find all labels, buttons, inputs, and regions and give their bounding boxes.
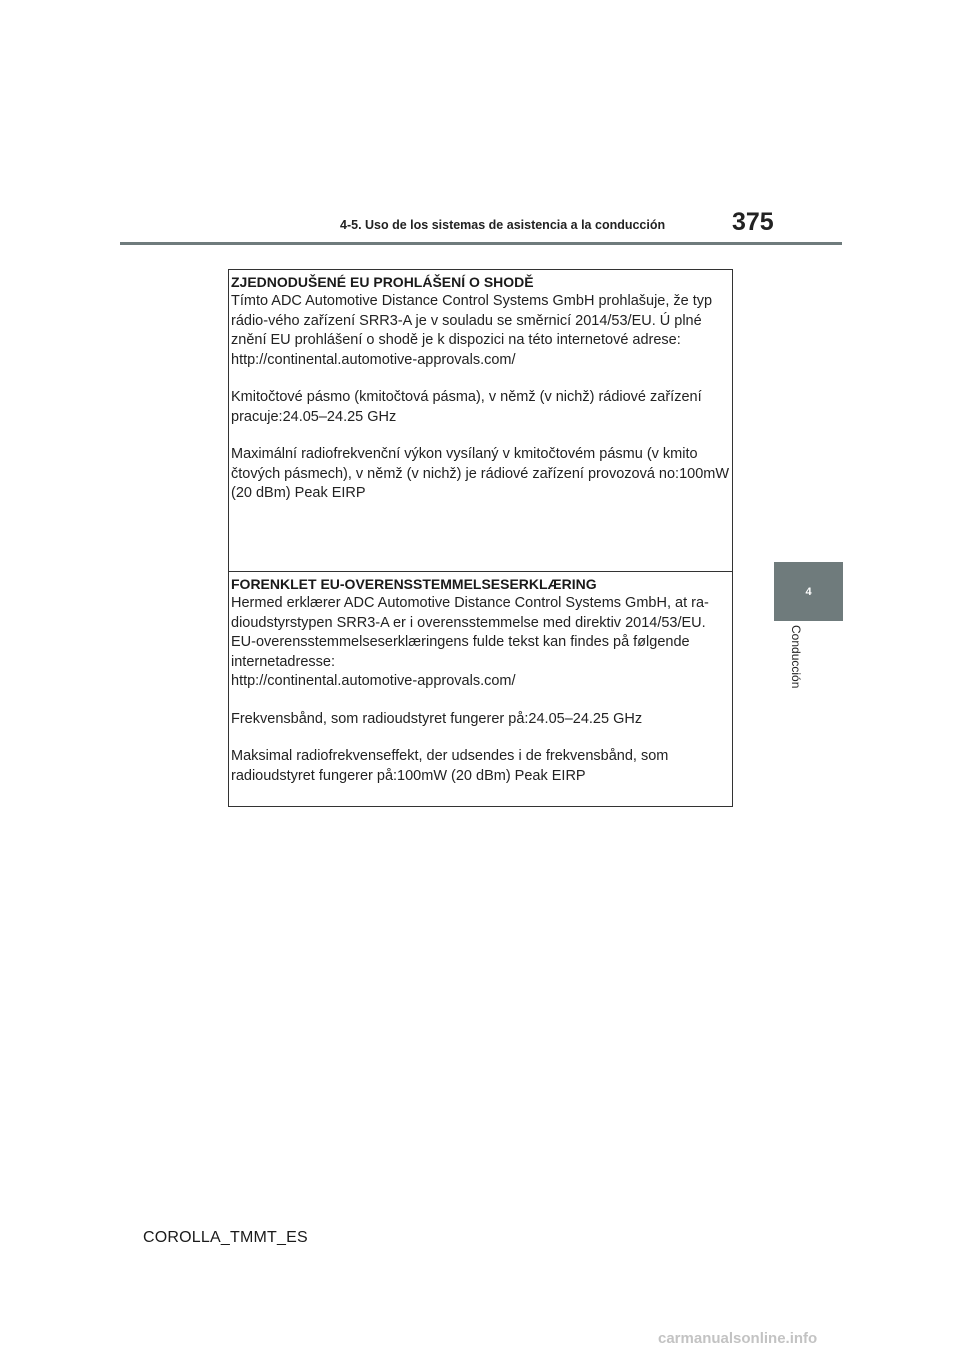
document-code: COROLLA_TMMT_ES <box>143 1229 308 1246</box>
chapter-label: Conducción <box>789 625 803 689</box>
czech-declaration-box <box>228 269 733 572</box>
danish-declaration-box <box>228 572 733 807</box>
section-title: 4-5. Uso de los sistemas de asistencia a la conducción <box>340 218 666 232</box>
czech-frequency-text: Kmitočtové pásmo (kmitočtová pásma), v němž (v nichž) rádiové zařízení pracuje:24.05–24.25 GHz <box>231 389 702 425</box>
czech-declaration-url: http://continental.automotive-approvals.com/ <box>231 351 516 368</box>
czech-declaration-body: Tímto ADC Automotive Distance Control Systems GmbH prohlašuje, že typ rádio-vého zařízení SRR3-A je v souladu se směrnicí 2014/53/EU. Ú plné znění EU prohlášení o shodě je k dispozici na této internetové adrese: <box>231 293 713 348</box>
danish-declaration-url: http://continental.automotive-approvals.com/ <box>231 673 516 689</box>
chapter-tab <box>774 562 843 621</box>
watermark: carmanualsonline.info <box>658 1330 818 1347</box>
page-number: 375 <box>732 208 774 236</box>
czech-power-text: Maximální radiofrekvenční výkon vysílaný v kmitočtovém pásmu (v kmito čtových pásmech), v němž (v nichž) je rádiové zařízení provozová no:100mW (20 dBm) Peak EIRP <box>231 446 730 501</box>
danish-frequency-text: Frekvensbånd, som radioudstyret fungerer på:24.05–24.25 GHz <box>231 710 643 727</box>
czech-declaration-title: ZJEDNODUŠENÉ EU PROHLÁŠENÍ O SHODĚ <box>231 274 534 290</box>
danish-power-text: Maksimal radiofrekvenseffekt, der udsendes i de frekvensbånd, som radioudstyret fungerer på:100mW (20 dBm) Peak EIRP <box>231 748 669 784</box>
chapter-number: 4 <box>805 585 812 598</box>
danish-declaration-body: Hermed erklærer ADC Automotive Distance Control Systems GmbH, at ra-dioudstyrstypen SRR3-A er i overensstemmelse med direktiv 2014/53/EU. EU-overensstemmelseserklæringens fulde tekst kan findes på følgende internetadresse: <box>231 595 709 670</box>
danish-declaration-title: FORENKLET EU-OVERENSSTEMMELSESERKLÆRING <box>231 576 597 592</box>
chapter-label-wrap <box>774 625 818 705</box>
header-rule <box>120 242 842 245</box>
